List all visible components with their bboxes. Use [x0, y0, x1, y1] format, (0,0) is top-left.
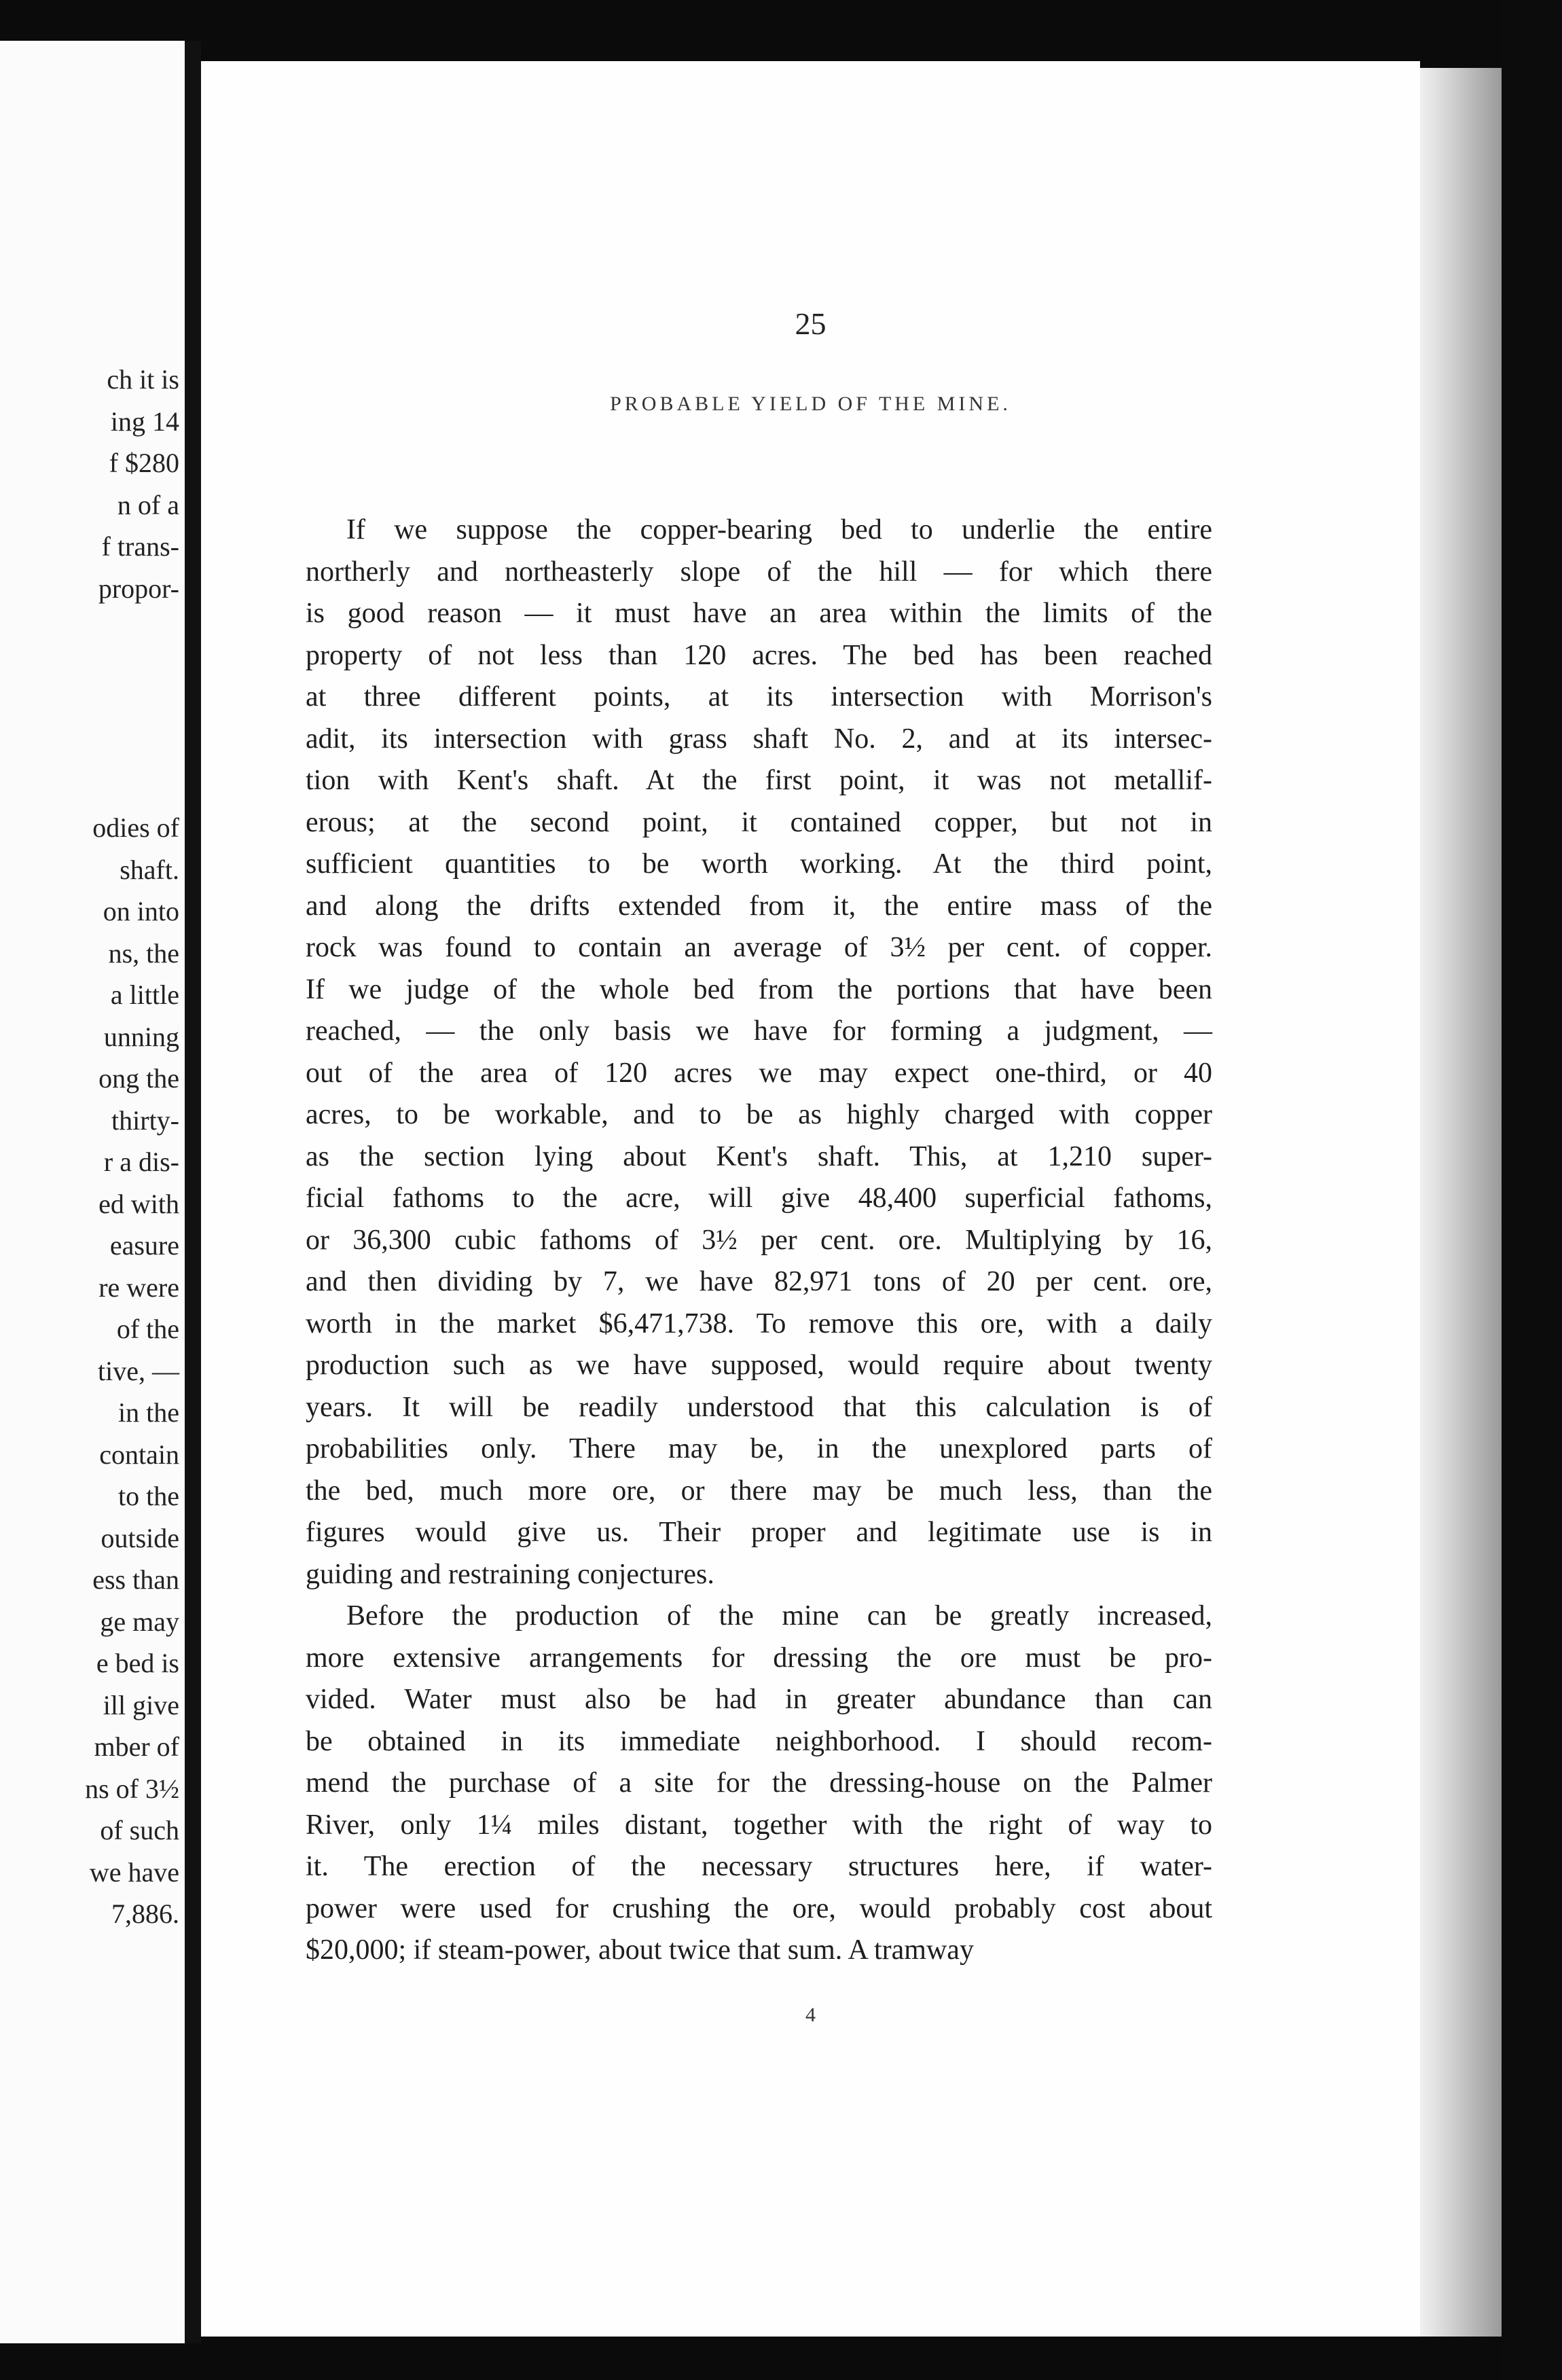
text-line: and then dividing by 7, we have 82,971 tons of 20 per cent. ore,	[306, 1266, 1212, 1297]
previous-page-line: ong the	[98, 1063, 179, 1094]
previous-page-line: shaft.	[120, 854, 179, 885]
previous-page-line: ill give	[103, 1689, 179, 1720]
previous-page-line: ess than	[92, 1564, 179, 1595]
previous-page	[0, 41, 185, 2343]
previous-page-line: unning	[103, 1021, 179, 1052]
text-line: ficial fathoms to the acre, will give 48,400 superficial fathoms,	[306, 1183, 1212, 1214]
previous-page-line: e bed is	[96, 1648, 179, 1678]
previous-page-line: ge may	[100, 1606, 179, 1637]
previous-page-line: in the	[118, 1397, 179, 1428]
text-line: more extensive arrangements for dressing the ore must be pro-	[306, 1642, 1212, 1674]
text-line: and along the drifts extended from it, the entire mass of the	[306, 890, 1212, 922]
previous-page-line: mber of	[94, 1731, 179, 1762]
previous-page-line: odies of	[92, 812, 179, 843]
previous-page-line: ns, the	[108, 937, 179, 969]
text-line: adit, its intersection with grass shaft No. 2, and at its intersec-	[306, 723, 1212, 755]
text-line: years. It will be readily understood that this calculation is of	[306, 1391, 1212, 1423]
text-line: or 36,300 cubic fathoms of 3½ per cent. ore. Multiplying by 16,	[306, 1224, 1212, 1256]
previous-page-line: ch it is	[107, 364, 179, 395]
previous-page-line: re were	[98, 1272, 179, 1303]
text-line: guiding and restraining conjectures.	[306, 1558, 714, 1590]
text-line: River, only 1¼ miles distant, together with the right of way to	[306, 1809, 1212, 1841]
text-line: erous; at the second point, it contained copper, but not in	[306, 806, 1212, 838]
text-line: mend the purchase of a site for the dressing-house on the Palmer	[306, 1767, 1212, 1799]
book-gutter	[185, 41, 201, 2343]
text-line: sufficient quantities to be worth working. At the third point,	[306, 848, 1212, 880]
text-line: as the section lying about Kent's shaft. This, at 1,210 super-	[306, 1140, 1212, 1172]
previous-page-line: ns of 3½	[85, 1773, 179, 1804]
previous-page-line: propor-	[98, 573, 179, 604]
text-line: If we suppose the copper-bearing bed to underlie the entire	[346, 514, 1212, 545]
text-line: be obtained in its immediate neighborhood. I should recom-	[306, 1725, 1212, 1757]
text-line: tion with Kent's shaft. At the first point, it was not metallif-	[306, 765, 1212, 796]
previous-page-line: 7,886.	[111, 1898, 179, 1929]
text-line: northerly and northeasterly slope of the hill — for which there	[306, 556, 1212, 588]
text-line: production such as we have supposed, would require about twenty	[306, 1350, 1212, 1381]
previous-page-line: of the	[116, 1314, 179, 1344]
text-line: out of the area of 120 acres we may expect one-third, or 40	[306, 1057, 1212, 1089]
text-line: acres, to be workable, and to be as highly charged with copper	[306, 1099, 1212, 1130]
body-text	[306, 509, 1212, 1972]
text-line: worth in the market $6,471,738. To remove this ore, with a daily	[306, 1308, 1212, 1339]
text-line: at three different points, at its intersection with Morrison's	[306, 681, 1212, 713]
previous-page-line: of such	[100, 1815, 179, 1845]
page	[201, 61, 1420, 2337]
previous-page-line: thirty-	[111, 1104, 179, 1136]
text-line: is good reason — it must have an area within the limits of the	[306, 598, 1212, 629]
page-edge	[1420, 68, 1502, 2337]
previous-page-line: to the	[118, 1481, 179, 1511]
section-heading: PROBABLE YIELD OF THE MINE.	[610, 393, 1011, 415]
previous-page-line: easure	[109, 1230, 179, 1261]
previous-page-line: we have	[89, 1856, 179, 1888]
previous-page-line: ed with	[98, 1188, 179, 1219]
text-line: property of not less than 120 acres. The bed has been reached	[306, 639, 1212, 671]
text-line: $20,000; if steam-power, about twice that sum. A tramway	[306, 1934, 974, 1966]
text-line: the bed, much more ore, or there may be much less, than the	[306, 1475, 1212, 1507]
previous-page-line: r a dis-	[103, 1147, 179, 1177]
previous-page-line: tive, —	[98, 1355, 179, 1386]
previous-page-line: a little	[110, 979, 179, 1010]
text-line: power were used for crushing the ore, would probably cost about	[306, 1892, 1212, 1924]
signature-mark: 4	[805, 2004, 816, 2026]
text-line: vided. Water must also be had in greater abundance than can	[306, 1684, 1212, 1715]
text-line: it. The erection of the necessary structures here, if water-	[306, 1851, 1212, 1882]
page-number: 25	[795, 306, 827, 341]
previous-page-line: n of a	[117, 489, 179, 520]
text-line: probabilities only. There may be, in the unexplored parts of	[306, 1433, 1212, 1464]
text-line: reached, — the only basis we have for forming a judgment, —	[306, 1015, 1212, 1047]
previous-page-line: f $280	[109, 448, 179, 478]
previous-page-line: ing 14	[110, 405, 179, 437]
scan-border	[1502, 0, 1562, 2380]
text-line: rock was found to contain an average of 3½ per cent. of copper.	[306, 932, 1212, 963]
previous-page-line: contain	[99, 1439, 179, 1470]
text-line: Before the production of the mine can be greatly increased,	[346, 1600, 1212, 1631]
previous-page-line: on into	[103, 896, 179, 926]
text-line: If we judge of the whole bed from the portions that have been	[306, 973, 1212, 1005]
previous-page-line: f trans-	[101, 531, 179, 562]
text-line: figures would give us. Their proper and legitimate use is in	[306, 1517, 1212, 1548]
previous-page-line: outside	[101, 1522, 179, 1553]
